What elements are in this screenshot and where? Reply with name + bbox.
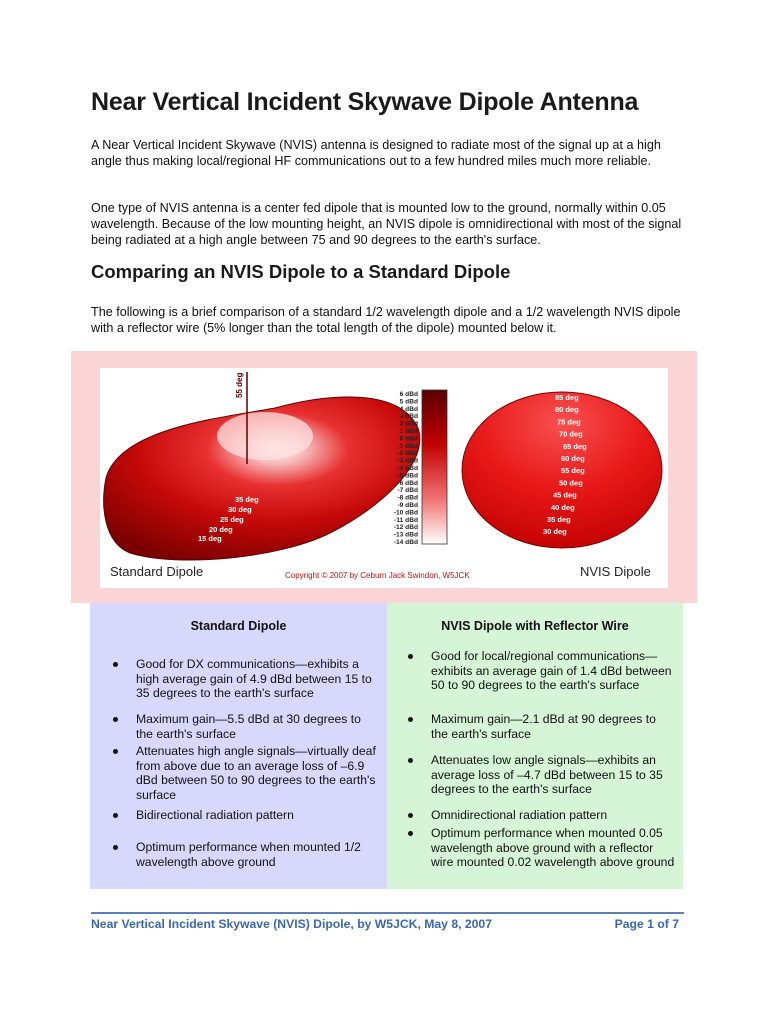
list-item-text: Attenuates low angle signals—exhibits an average loss of –4.7 dBd between 15 to 35 degrees to the earth's surface: [431, 753, 663, 797]
bullet-dot: [408, 831, 413, 836]
bullet-dot: [113, 845, 118, 850]
standard-angle-label: 35 deg: [235, 495, 259, 504]
list-item-text: Attenuates high angle signals—virtually deaf from above due to an average loss of –6.9 dBd between 50 to 90 degrees to the earth's surface: [136, 744, 376, 802]
bullet-dot: [113, 749, 118, 754]
bullet-dot: [113, 813, 118, 818]
list-item: [431, 712, 676, 741]
standard-angle-label: 25 deg: [220, 515, 244, 524]
footer-rule: [91, 912, 684, 914]
bullet-dot: [113, 717, 118, 722]
gain-scale-label: -4 dBd: [397, 465, 418, 472]
gain-scale-label: -6 dBd: [397, 479, 418, 487]
page-number: Page 1 of 7: [614, 917, 679, 931]
list-item-text: Omnidirectional radiation pattern: [431, 808, 608, 822]
gain-scale-label: -2 dBd: [397, 450, 418, 458]
gain-scale-label: 6 dBd: [399, 391, 418, 398]
nvis-dipole-heading: NVIS Dipole with Reflector Wire: [441, 619, 629, 633]
figure-panel: [71, 351, 697, 603]
bullet-dot: [408, 813, 413, 818]
nvis-angle-label: 60 deg: [561, 454, 585, 463]
list-item-text: Optimum performance when mounted 1/2 wavelength above ground: [136, 840, 361, 869]
gain-scale-label: 1 dBd: [399, 428, 418, 435]
standard-dipole-label: Standard Dipole: [110, 564, 204, 579]
nvis-dipole-column: [387, 603, 683, 889]
gain-scale-label: -7 dBd: [397, 487, 418, 495]
gain-scale-label: -8 dBd: [397, 494, 418, 502]
gain-scale-bar: [422, 390, 447, 544]
intro-paragraph-2: One type of NVIS antenna is a center fed dipole that is mounted low to the ground, normally within 0.05 wavelength. Because of the low mounting height, an NVIS dipole is omnidirectional with most of the signal being radiated at a high angle between 75 and 90 degrees to the earth's surface.: [91, 201, 682, 247]
gain-scale-label: -12 dBd: [393, 524, 418, 532]
nvis-angle-label: 55 deg: [561, 466, 585, 476]
nvis-dipole-label: NVIS Dipole: [580, 564, 651, 579]
list-item-text: Maximum gain—2.1 dBd at 90 degrees to the earth's surface: [431, 712, 656, 741]
list-item: [431, 649, 676, 693]
list-item-text: Optimum performance when mounted 0.05 wavelength above ground with a reflector wire mounted 0.02 wavelength above ground: [431, 826, 675, 870]
list-item: [136, 657, 376, 701]
comparison-table: [90, 603, 683, 889]
gain-scale-label: 5 dBd: [399, 398, 418, 406]
page-title: Near Vertical Incident Skywave Dipole Antenna: [91, 88, 639, 116]
list-item: [431, 808, 676, 823]
list-item: [431, 826, 676, 870]
nvis-angle-label: 35 deg: [547, 515, 571, 524]
nvis-angle-label: 45 deg: [553, 490, 577, 500]
list-item: [136, 744, 376, 802]
radiation-pattern-figure: [100, 368, 668, 588]
nvis-angle-label: 70 deg: [559, 429, 583, 439]
standard-angle-label: 30 deg: [228, 505, 252, 514]
gain-scale-label: 2 dBd: [399, 420, 418, 428]
nvis-angle-label: 30 deg: [543, 527, 567, 537]
gain-scale-label: -1 dBd: [397, 442, 418, 450]
standard-angle-label: 15 deg: [198, 534, 222, 543]
list-item: [136, 712, 376, 741]
vertical-marker-label: 55 deg: [235, 372, 244, 398]
nvis-angle-label: 65 deg: [563, 441, 587, 451]
standard-dipole-heading: Standard Dipole: [190, 619, 287, 633]
intro-paragraph-1: A Near Vertical Incident Skywave (NVIS) antenna is designed to radiate most of the signal up at a high angle thus making local/regional HF communications out to a few hundred miles much more reliable.: [91, 138, 661, 168]
bullet-dot: [113, 662, 118, 667]
gain-scale-label: 0 dBd: [399, 435, 418, 443]
section-heading: Comparing an NVIS Dipole to a Standard Dipole: [91, 261, 511, 282]
nvis-angle-label: 40 deg: [551, 502, 575, 512]
nvis-angle-label: 85 deg: [555, 393, 579, 402]
gain-scale-label: -14 dBd: [393, 539, 418, 546]
footer-title: Near Vertical Incident Skywave (NVIS) Dipole, by W5JCK, May 8, 2007: [91, 917, 492, 931]
figure-copyright: Copyright © 2007 by Ceburn Jack Swindon, W5JCK: [285, 571, 470, 580]
bullet-dot: [408, 717, 413, 722]
gain-scale-label: 3 dBd: [399, 413, 418, 421]
gain-scale-label: -9 dBd: [397, 502, 418, 509]
gain-scale-label: 4 dBd: [399, 405, 418, 413]
gain-scale-label: -11 dBd: [394, 516, 418, 524]
standard-angle-label: 20 deg: [209, 525, 233, 534]
nvis-angle-label: 50 deg: [559, 478, 583, 488]
section-intro: The following is a brief comparison of a standard 1/2 wavelength dipole and a 1/2 wavelength NVIS dipole with a reflector wire (5% longer than the total length of the dipole) mounted below it.: [91, 305, 681, 335]
list-item: [431, 753, 676, 797]
list-item: [136, 808, 376, 823]
bullet-dot: [408, 758, 413, 763]
bullet-dot: [408, 654, 413, 659]
gain-scale-label: -13 dBd: [393, 531, 418, 539]
gain-scale-label: -10 dBd: [393, 509, 418, 517]
list-item-text: Bidirectional radiation pattern: [136, 808, 294, 822]
nvis-angle-label: 75 deg: [557, 417, 581, 427]
nvis-angle-label: 80 deg: [555, 405, 579, 415]
standard-dipole-column: [90, 603, 387, 889]
list-item: [136, 840, 376, 869]
list-item-text: Good for DX communications—exhibits a high average gain of 4.9 dBd between 15 to 35 degrees to the earth's surface: [136, 657, 372, 701]
radiation-pattern-graphic: [100, 368, 668, 588]
standard-dipole-hotspot: [217, 412, 313, 460]
list-item-text: Good for local/regional communications—exhibits an average gain of 1.4 dBd between 50 to 90 degrees to the earth's surface: [431, 649, 672, 693]
list-item-text: Maximum gain—5.5 dBd at 30 degrees to the earth's surface: [136, 712, 361, 741]
gain-scale-label: -5 dBd: [397, 472, 418, 480]
gain-scale-label: -3 dBd: [397, 457, 418, 465]
